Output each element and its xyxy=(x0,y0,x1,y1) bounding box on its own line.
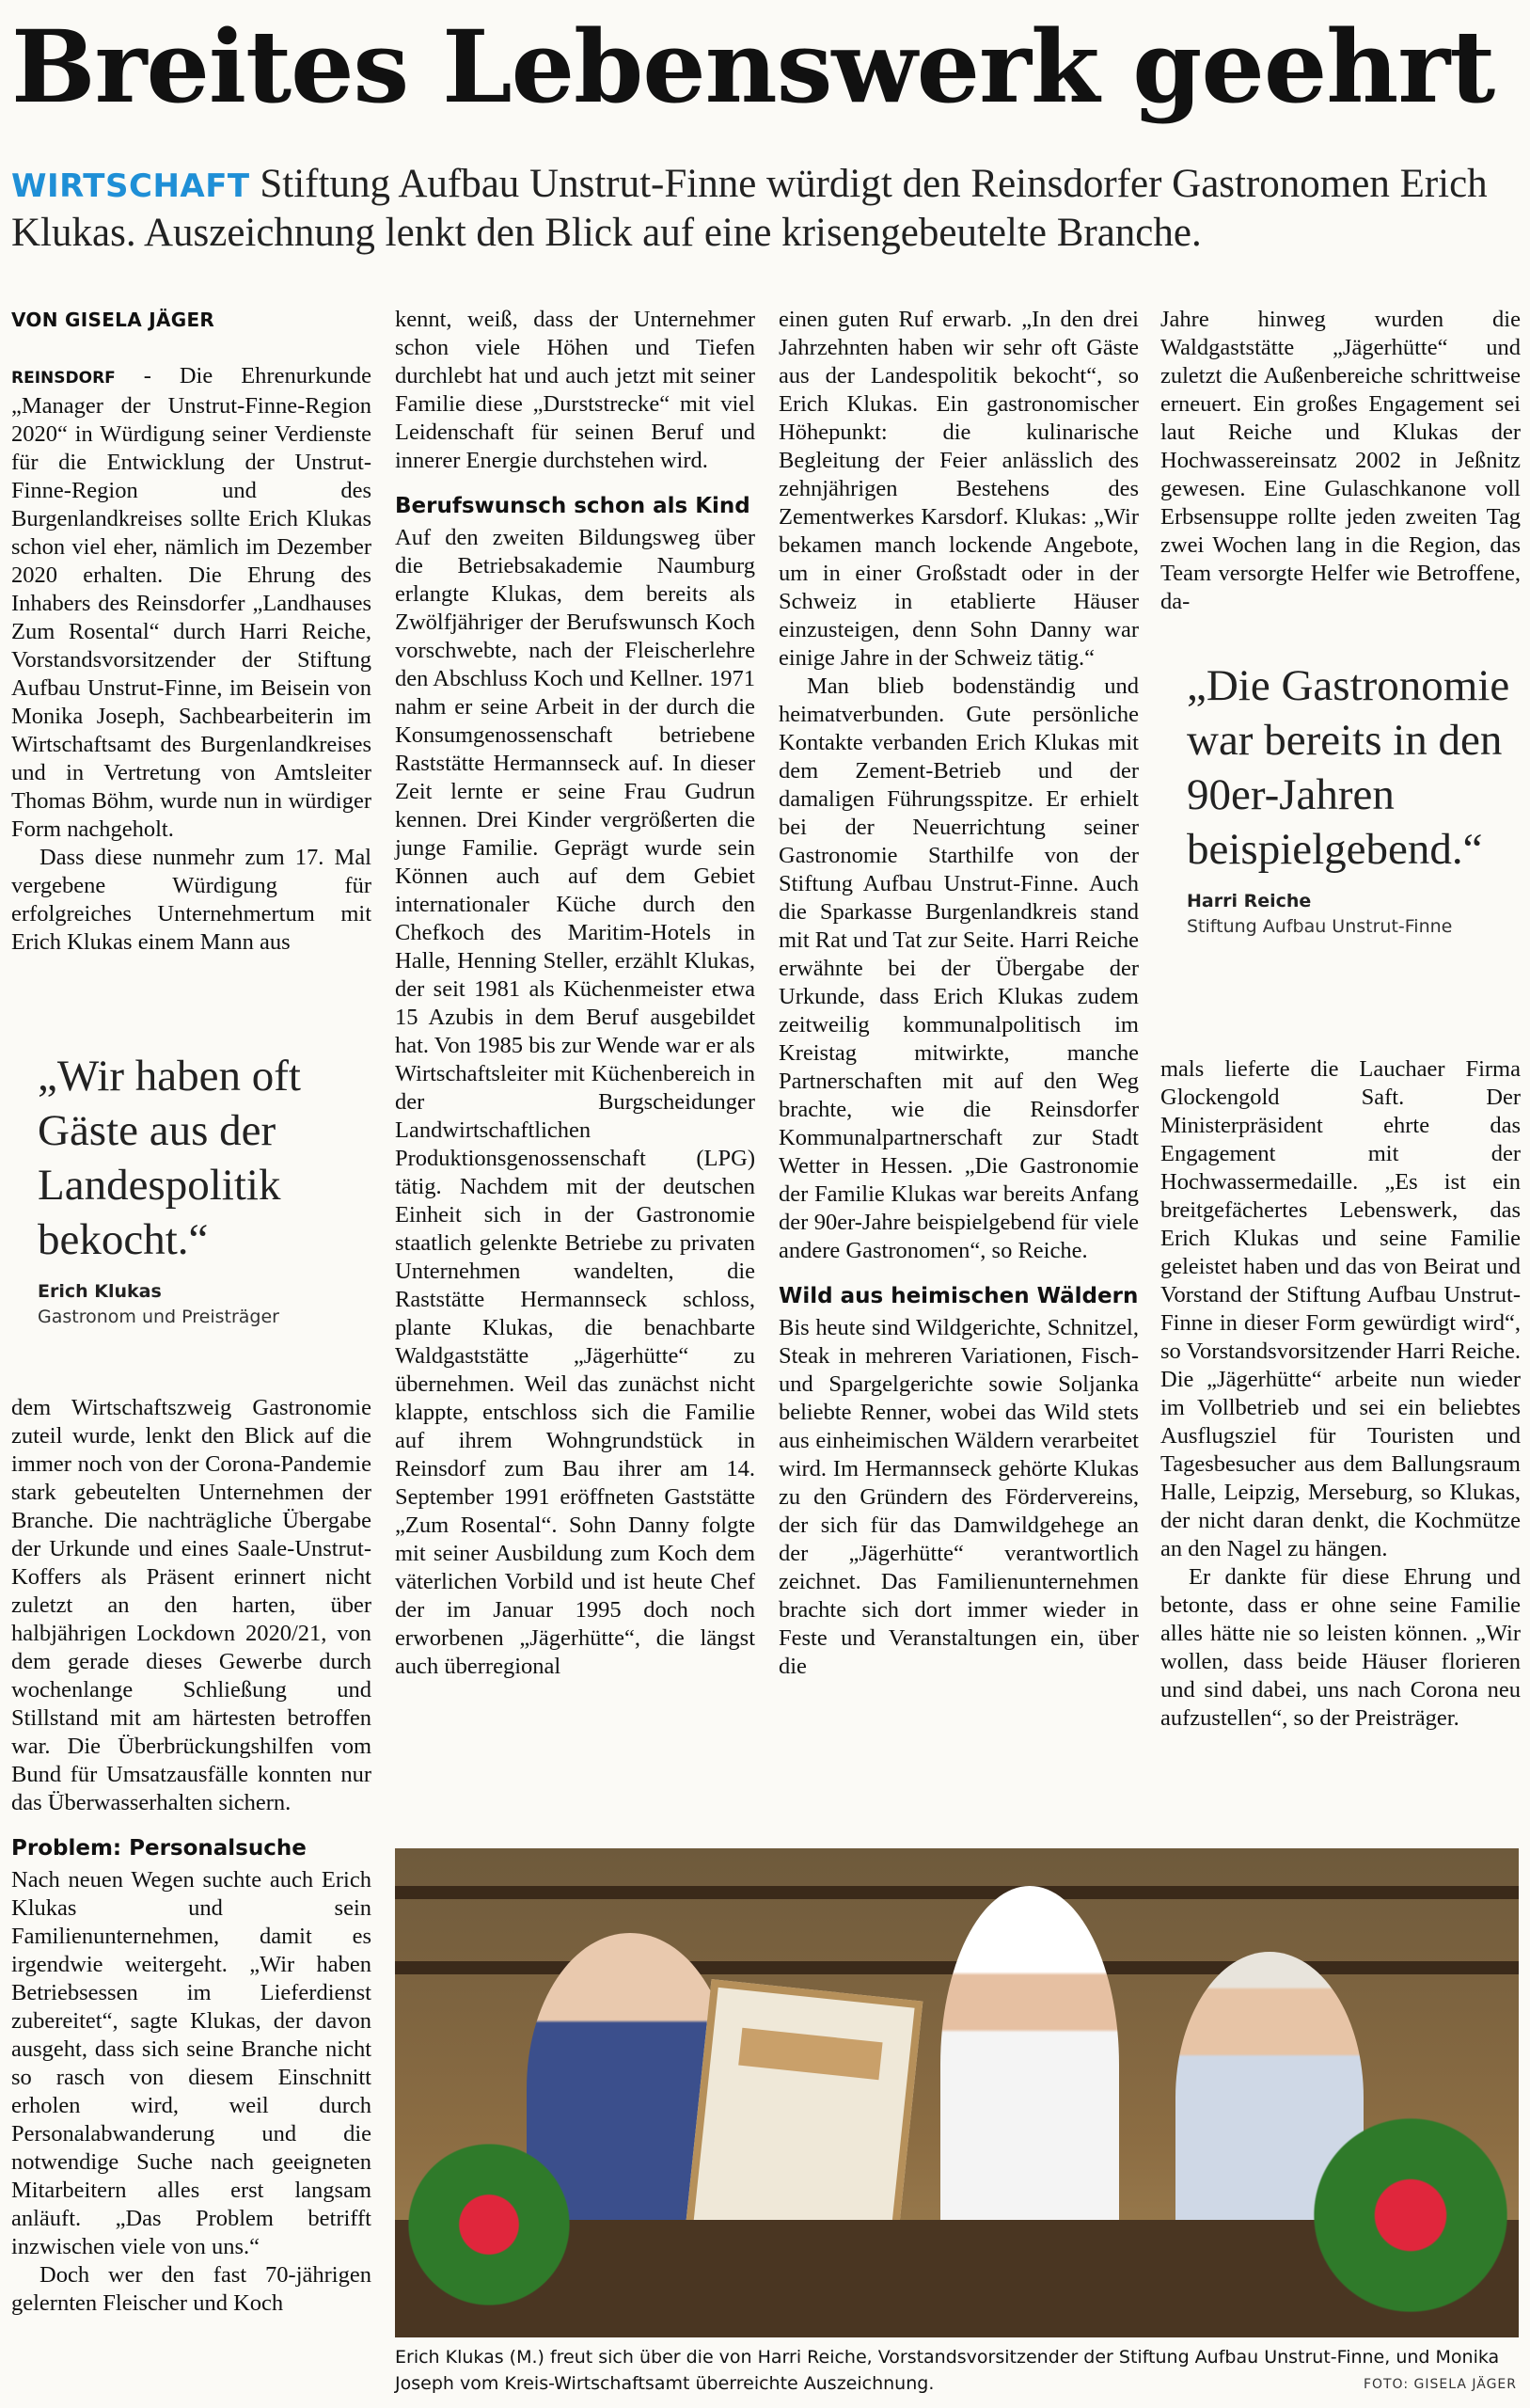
column-1 xyxy=(11,306,371,957)
paragraph: Er dankte für diese Ehrung und betonte, dass er ohne seine Familie alles hätte nie so leisten können. „Wir wollen, dass beide Häuser florieren und sind dabei, uns nach Corona neu aufzustellen“, so der Preisträger. xyxy=(1160,1564,1521,1731)
pull-quote-text: „Die Gastronomie war bereits in den 90er-Jahren beispielgebend.“ xyxy=(1187,661,1510,874)
dateline: REINSDORF xyxy=(11,369,116,388)
photo-person-klukas xyxy=(940,1886,1119,2243)
lead-text: - Die Ehrenurkunde „Manager der Unstrut-Finne-Region 2020“ in Würdigung seiner Verdienste für die Entwicklung der Unstrut-Finne-Region und des Burgenlandkreises sollte Erich Klukas schon viel eher, nämlich im Dezember 2020 erhalten. Die Ehrung des Inhabers des Reinsdorfer „Landhauses Zum Rosental“ durch Harri Reiche, Vorstandsvorsitzender der Stiftung Aufbau Unstrut-Finne, im Beisein von Monika Joseph, Sachbearbeiterin im Wirtschaftsamt des Burgenlandkreises und in Vertretung von Amtsleiter Thomas Böhm, wurde nun in würdiger Form nachgeholt. xyxy=(11,363,371,842)
photo-credit: FOTO: GISELA JÄGER xyxy=(1363,2377,1517,2392)
headline: Breites Lebenswerk geehrt xyxy=(11,8,1495,125)
paragraph: Auf den zweiten Bildungsweg über die Betriebsakademie Naumburg erlangte Klukas, dem bereits als Zwölfjähriger der Berufswunsch Koch vorschwebte, nach der Fleischerlehre den Abschluss Koch und Kellner. 1971 nahm er seine Arbeit in der durch die Konsumgenossenschaft betriebene Raststätte Hermannseck auf. In dieser Zeit lernte er seine Frau Gudrun kennen. Drei Kinder vergrößerten die junge Familie. Geprägt wurde sein Können auch auf dem Gebiet internationaler Küche durch den Chefkoch des Maritim-Hotels in Halle, Henning Steller, erzählt Klukas, der seit 1981 als Küchenmeister etwa 15 Azubis in dem Beruf ausgebildet hat. Von 1985 bis zur Wende war er als Wirtschaftsleiter mit Küchenbereich in der Burgscheidunger Landwirtschaftlichen Produktionsgenossenschaft (LPG) tätig. Nachdem mit der deutschen Einheit sich in der Gastronomie staatlich gelenkte Betriebe zu privaten Unternehmen wandelten, die Raststätte Hermannseck schloss, plante Klukas, die benachbarte Waldgaststätte „Jägerhütte“ zu übernehmen. Weil das zunächst nicht klappte, entschloss sich die Familie auf ihrem Wohngrundstück in Reinsdorf zum Bau ihrer am 14. September 1991 eröffneten Gaststätte „Zum Rosental“. Sohn Danny folgte mit seiner Ausbildung zum Koch dem väterlichen Vorbild und ist heute Chef der im Januar 1995 doch noch erworbenen „Jägerhütte“, die längst auch überregional xyxy=(395,525,755,1679)
column-2 xyxy=(395,306,755,1681)
paragraph: Jahre hinweg wurden die Waldgaststätte „Jägerhütte“ und zuletzt die Außenbereiche schrittweise erneuert. Ein großes Engagement sei laut Reiche und Klukas der Hochwassereinsatz 2002 in Jeßnitz gewesen. Eine Gulaschkanone voll Erbsensuppe rollte jeden zweiten Tag zwei Wochen lang in die Region, das Team versorgte Helfer wie Betroffene, da- xyxy=(1160,307,1521,614)
photo-caption: Erich Klukas (M.) freut sich über die von Harri Reiche, Vorstandsvorsitzender der Stiftung Aufbau Unstrut-Finne, und Monika Joseph vom Kreis-Wirtschaftsamt überreichte Auszeichnung. xyxy=(395,2347,1500,2394)
lead-paragraph xyxy=(11,362,371,844)
subhead-personalsuche: Problem: Personalsuche xyxy=(11,1836,307,1861)
column-4-continued xyxy=(1160,1055,1521,1733)
rubric: WIRTSCHAFT xyxy=(11,167,250,205)
paragraph: kennt, weiß, dass der Unternehmer schon viele Höhen und Tiefen durchlebt hat und auch jetzt mit seiner Familie diese „Durststrecke“ mit viel Leidenschaft für seinen Beruf und innerer Energie durchstehen wird. xyxy=(395,307,755,473)
pull-quote-role: Stiftung Aufbau Unstrut-Finne xyxy=(1187,916,1453,937)
paragraph: Dass diese nunmehr zum 17. Mal vergebene Würdigung für erfolgreiches Unternehmertum mit Erich Klukas einem Mann aus xyxy=(11,845,371,955)
paragraph: mals lieferte die Lauchaer Firma Glockengold Saft. Der Ministerpräsident ehrte das Engagement mit der Hochwassermedaille. „Es ist ein breitgefächertes Lebenswerk, das Erich Klukas und seine Familie geleistet haben und das von Beirat und Vorstand der Stiftung Aufbau Unstrut-Finne in dieser Form gewürdigt wird“, so Vorstandsvorsitzender Harri Reiche. Die „Jägerhütte“ arbeite nun wieder im Vollbetrieb und sei ein beliebtes Ausflugsziel für Touristen und Tagesbesucher aus dem Ballungsraum Halle, Leipzig, Merseburg, so Klukas, der nicht daran denkt, die Kochmütze an den Nagel zu hängen. xyxy=(1160,1056,1521,1561)
paragraph: Bis heute sind Wildgerichte, Schnitzel, Steak in mehreren Variationen, Fisch- und Spargelgerichte sowie Soljanka beliebte Renner, wobei das Wild stets aus einheimischen Wäldern verarbeitet wird. Im Hermannseck gehörte Klukas zu den Gründern des Fördervereins, der sich für das Damwildgehege an der „Jägerhütte“ verantwortlich zeichnet. Das Familienunternehmen brachte sich dort immer wieder in Feste und Veranstaltungen ein, über die xyxy=(779,1315,1139,1679)
deck-text: Stiftung Aufbau Unstrut-Finne würdigt den Reinsdorfer Gastronomen Erich Klukas. Auszeichnung lenkt den Blick auf eine krisengebeutelte Branche. xyxy=(11,162,1488,255)
paragraph: Doch wer den fast 70-jährigen gelernten Fleischer und Koch xyxy=(11,2262,371,2316)
paragraph: einen guten Ruf erwarb. „In den drei Jahrzehnten haben wir sehr oft Gäste aus der Landespolitik bekocht“, so Erich Klukas. Ein gastronomischer Höhepunkt: die kulinarische Begleitung der Feier anlässlich des zehnjährigen Bestehens des Zementwerkes Karsdorf. Klukas: „Wir bekamen manch lockende Angebote, um in einer Großstadt oder in der Schweiz in etablierte Häuser einzusteigen, denn Sohn Danny war einige Jahre in der Schweiz tätig.“ xyxy=(779,307,1139,671)
photo-roof-beam xyxy=(395,1886,1519,1899)
pull-quote-name: Harri Reiche xyxy=(1187,891,1312,911)
award-photo xyxy=(395,1848,1519,2337)
column-1-continued xyxy=(11,1394,371,2318)
column-4 xyxy=(1160,306,1521,616)
subhead-wild: Wild aus heimischen Wäldern xyxy=(779,1284,1139,1308)
pull-quote-klukas xyxy=(38,1049,386,1329)
byline: VON GISELA JÄGER xyxy=(11,309,215,331)
certificate-title xyxy=(738,2028,882,2080)
pull-quote-role: Gastronom und Preisträger xyxy=(38,1307,279,1327)
pull-quote-reiche xyxy=(1187,658,1511,939)
paragraph: Nach neuen Wegen suchte auch Erich Klukas und sein Familienunternehmen, damit es irgendwie weitergeht. „Wir haben Betriebsessen im Lieferdienst zubereitet“, sagte Klukas, der davon ausgeht, dass sich seine Branche nicht so rasch von diesem Einschnitt erholen wird, weil durch Personalabwanderung und die notwendige Suche nach geeigneten Mitarbeitern alles erst langsam anläuft. „Das Problem betrifft inzwischen viele von uns.“ xyxy=(11,1867,371,2259)
paragraph: dem Wirtschaftszweig Gastronomie zuteil wurde, lenkt den Blick auf die immer noch von der Corona-Pandemie stark gebeutelten Unternehmen der Branche. Die nachträgliche Übergabe der Urkunde und eines Saale-Unstrut-Koffers als Präsent erinnert nicht zuletzt an den harten, über halbjährigen Lockdown 2020/21, von dem gerade dieses Gewerbe durch wochenlange Schließung und Stillstand mit am härtesten betroffen war. Die Überbrückungshilfen vom Bund für Umsatzausfälle konnten nur das Überwasserhalten sichern. xyxy=(11,1395,371,1815)
pull-quote-text: „Wir haben oft Gäste aus der Landespolitik bekocht.“ xyxy=(38,1052,301,1264)
photo-flowers-left xyxy=(395,2131,583,2319)
photo-flowers-right xyxy=(1298,2102,1519,2328)
column-3 xyxy=(779,306,1139,1681)
deck xyxy=(11,160,1516,257)
paragraph: Man blieb bodenständig und heimatverbunden. Gute persönliche Kontakte verbanden Erich Klukas mit dem Zement-Betrieb und der damaligen Führungsspitze. Er erhielt bei der Neuerrichtung seiner Gastronomie Starthilfe von der Stiftung Aufbau Unstrut-Finne. Auch die Sparkasse Burgenlandkreis stand mit Rat und Tat zur Seite. Harri Reiche erwähnte bei der Übergabe der Urkunde, dass Erich Klukas zudem zeitweilig kommunalpolitisch im Kreistag mitwirkte, manche Partnerschaften mit auf den Weg brachte, wie die Reinsdorfer Kommunalpartnerschaft zur Stadt Wetter in Hessen. „Die Gastronomie der Familie Klukas war bereits Anfang der 90er-Jahre beispielgebend für viele andere Gastronomen“, so Reiche. xyxy=(779,673,1139,1263)
subhead-berufswunsch: Berufswunsch schon als Kind xyxy=(395,494,750,518)
pull-quote-name: Erich Klukas xyxy=(38,1281,162,1302)
